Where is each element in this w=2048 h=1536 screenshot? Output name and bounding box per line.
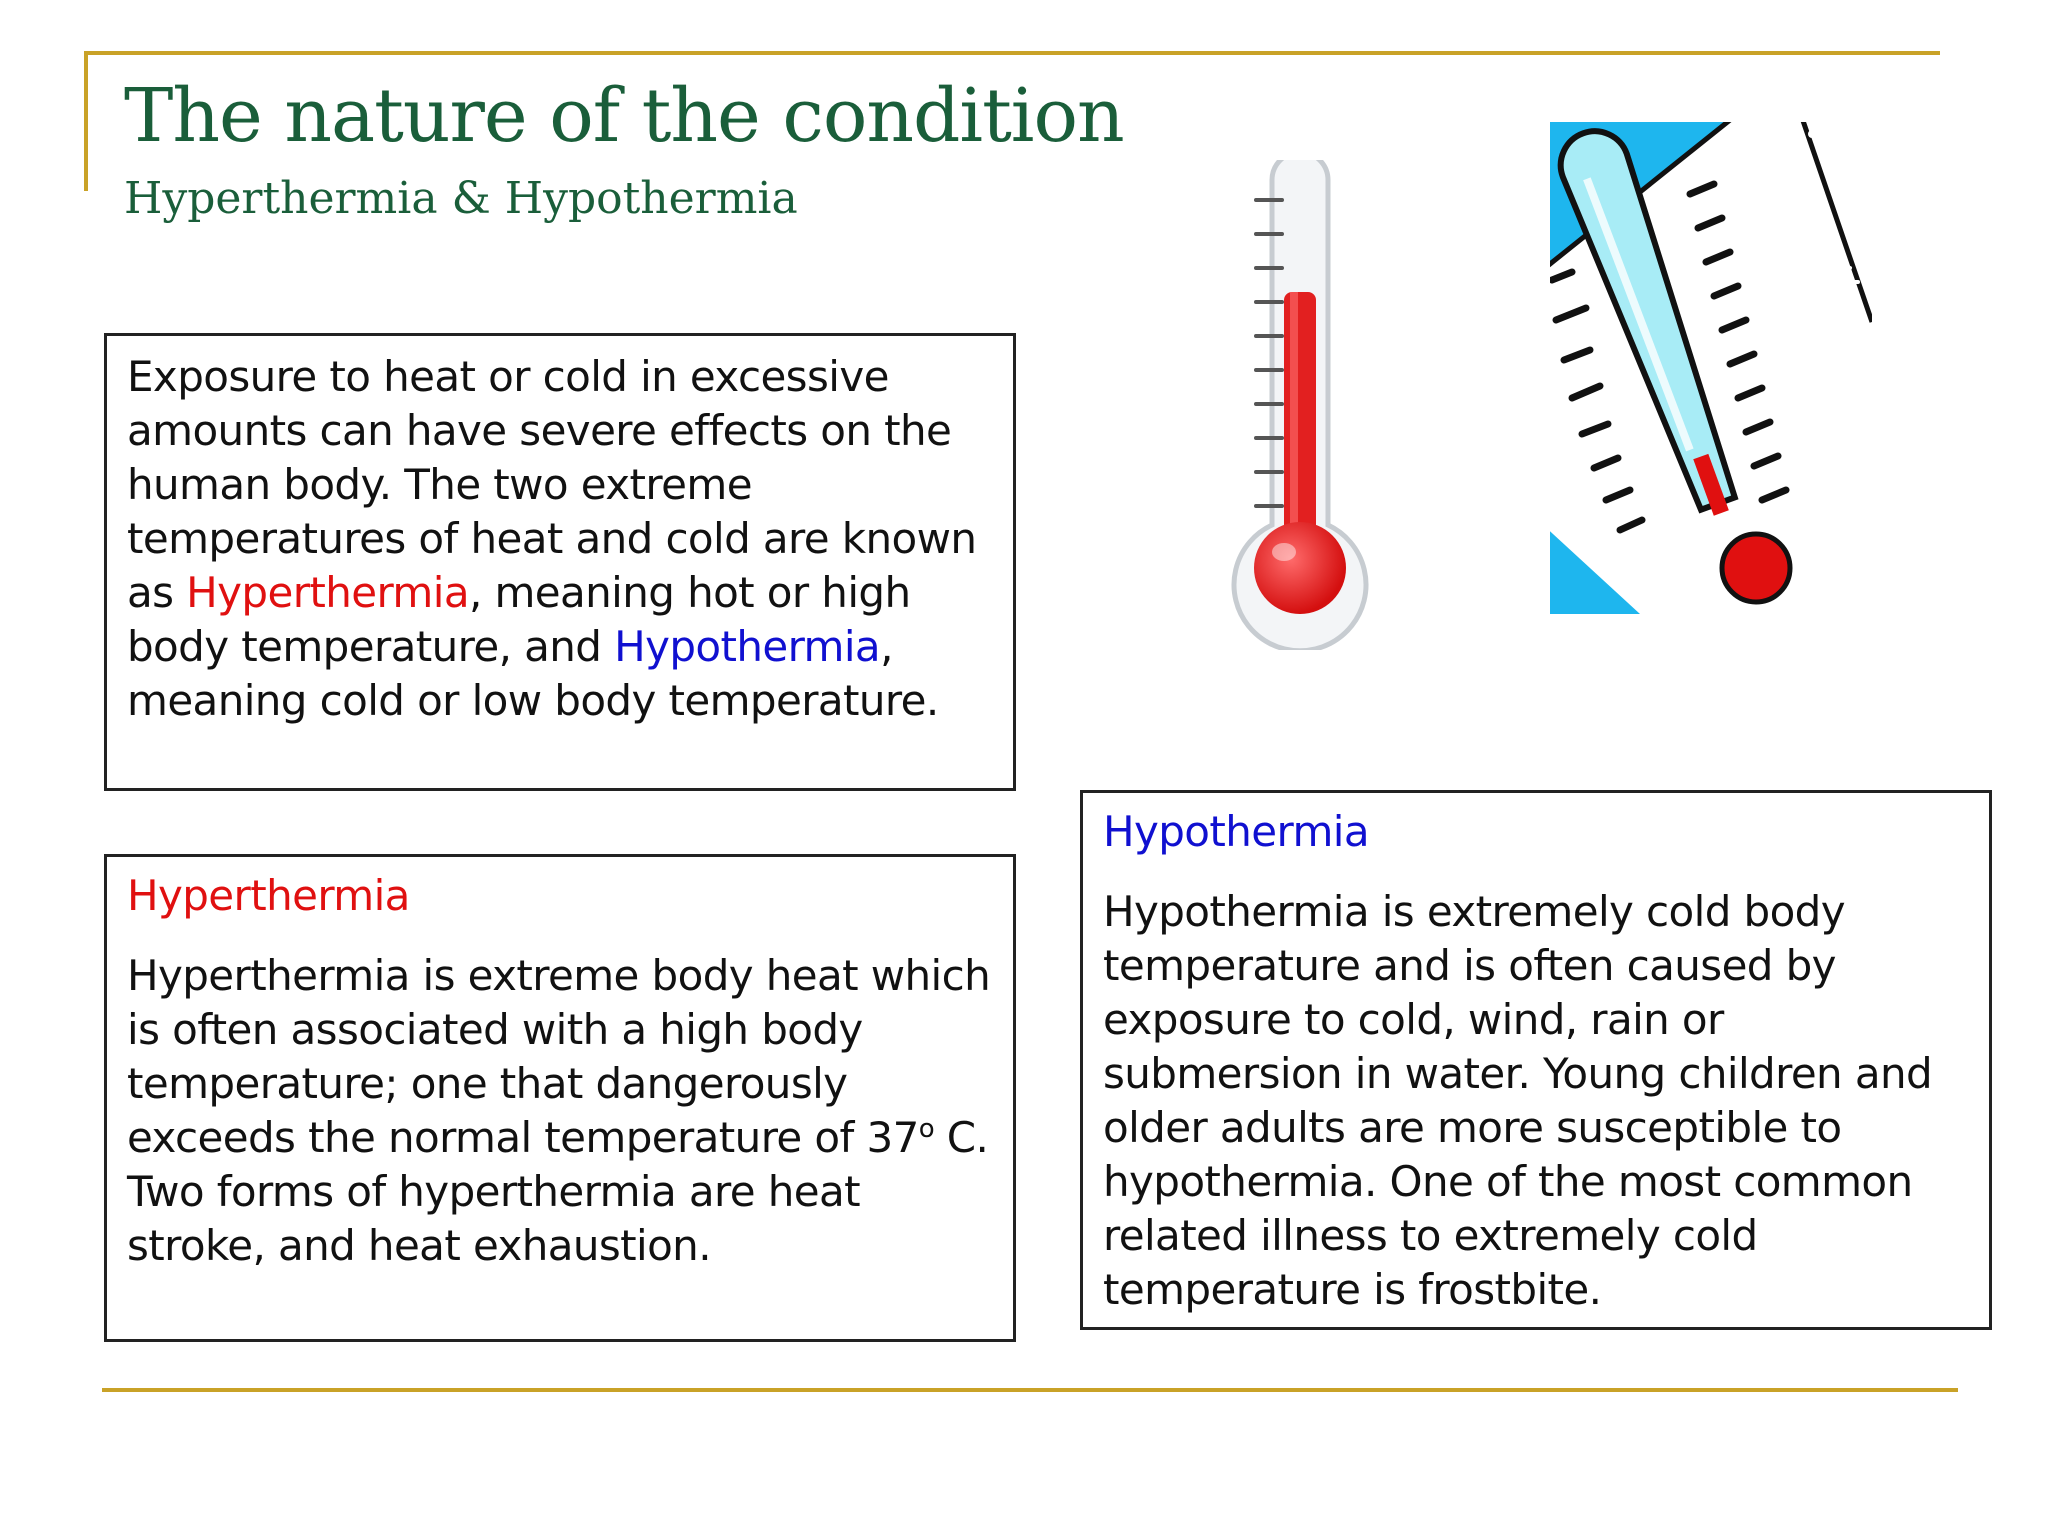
left-accent-rule bbox=[84, 51, 88, 191]
intro-text-box bbox=[104, 333, 1016, 791]
top-accent-rule bbox=[84, 51, 1940, 55]
red-thermometer-icon bbox=[1220, 160, 1380, 650]
cold-thermometer-icon bbox=[1550, 122, 1872, 614]
hypothermia-heading: Hypothermia bbox=[1103, 807, 1369, 856]
slide-subtitle: Hyperthermia & Hypothermia bbox=[124, 173, 798, 224]
intro-text-part-3: , meaning cold or low body temperature. bbox=[127, 622, 939, 725]
hyperthermia-body-part-2: C. Two forms of hyperthermia are heat stroke, and heat exhaustion. bbox=[127, 1113, 989, 1270]
degree-symbol: o bbox=[918, 1114, 935, 1144]
intro-text-part-2: , meaning hot or high body temperature, and bbox=[127, 568, 911, 671]
hypothermia-body: Hypothermia is extremely cold body temperature and is often caused by exposure to cold, wind, rain or submersion in water. Young children and older adults are more susceptible to hypothermia. One of the most common related illness to extremely cold temperature is frostbite. bbox=[1103, 887, 1933, 1314]
hyperthermia-term: Hyperthermia bbox=[186, 568, 469, 617]
bottom-accent-rule bbox=[102, 1388, 1958, 1392]
hyperthermia-body-part-1: Hyperthermia is extreme body heat which is often associated with a high body temperature; one that dangerously exceeds the normal temperature of 37 bbox=[127, 951, 991, 1162]
hyperthermia-heading: Hyperthermia bbox=[127, 871, 410, 920]
slide-title: The nature of the condition bbox=[124, 73, 1124, 159]
hyperthermia-box bbox=[104, 854, 1016, 1342]
intro-paragraph bbox=[127, 350, 993, 728]
hypothermia-box bbox=[1080, 790, 1992, 1330]
intro-text-part-1: Exposure to heat or cold in excessive amounts can have severe effects on the human body. The two extreme temperatures of heat and cold are known as bbox=[127, 352, 977, 617]
hyperthermia-body bbox=[127, 949, 993, 1273]
hypothermia-term: Hypothermia bbox=[614, 622, 881, 671]
